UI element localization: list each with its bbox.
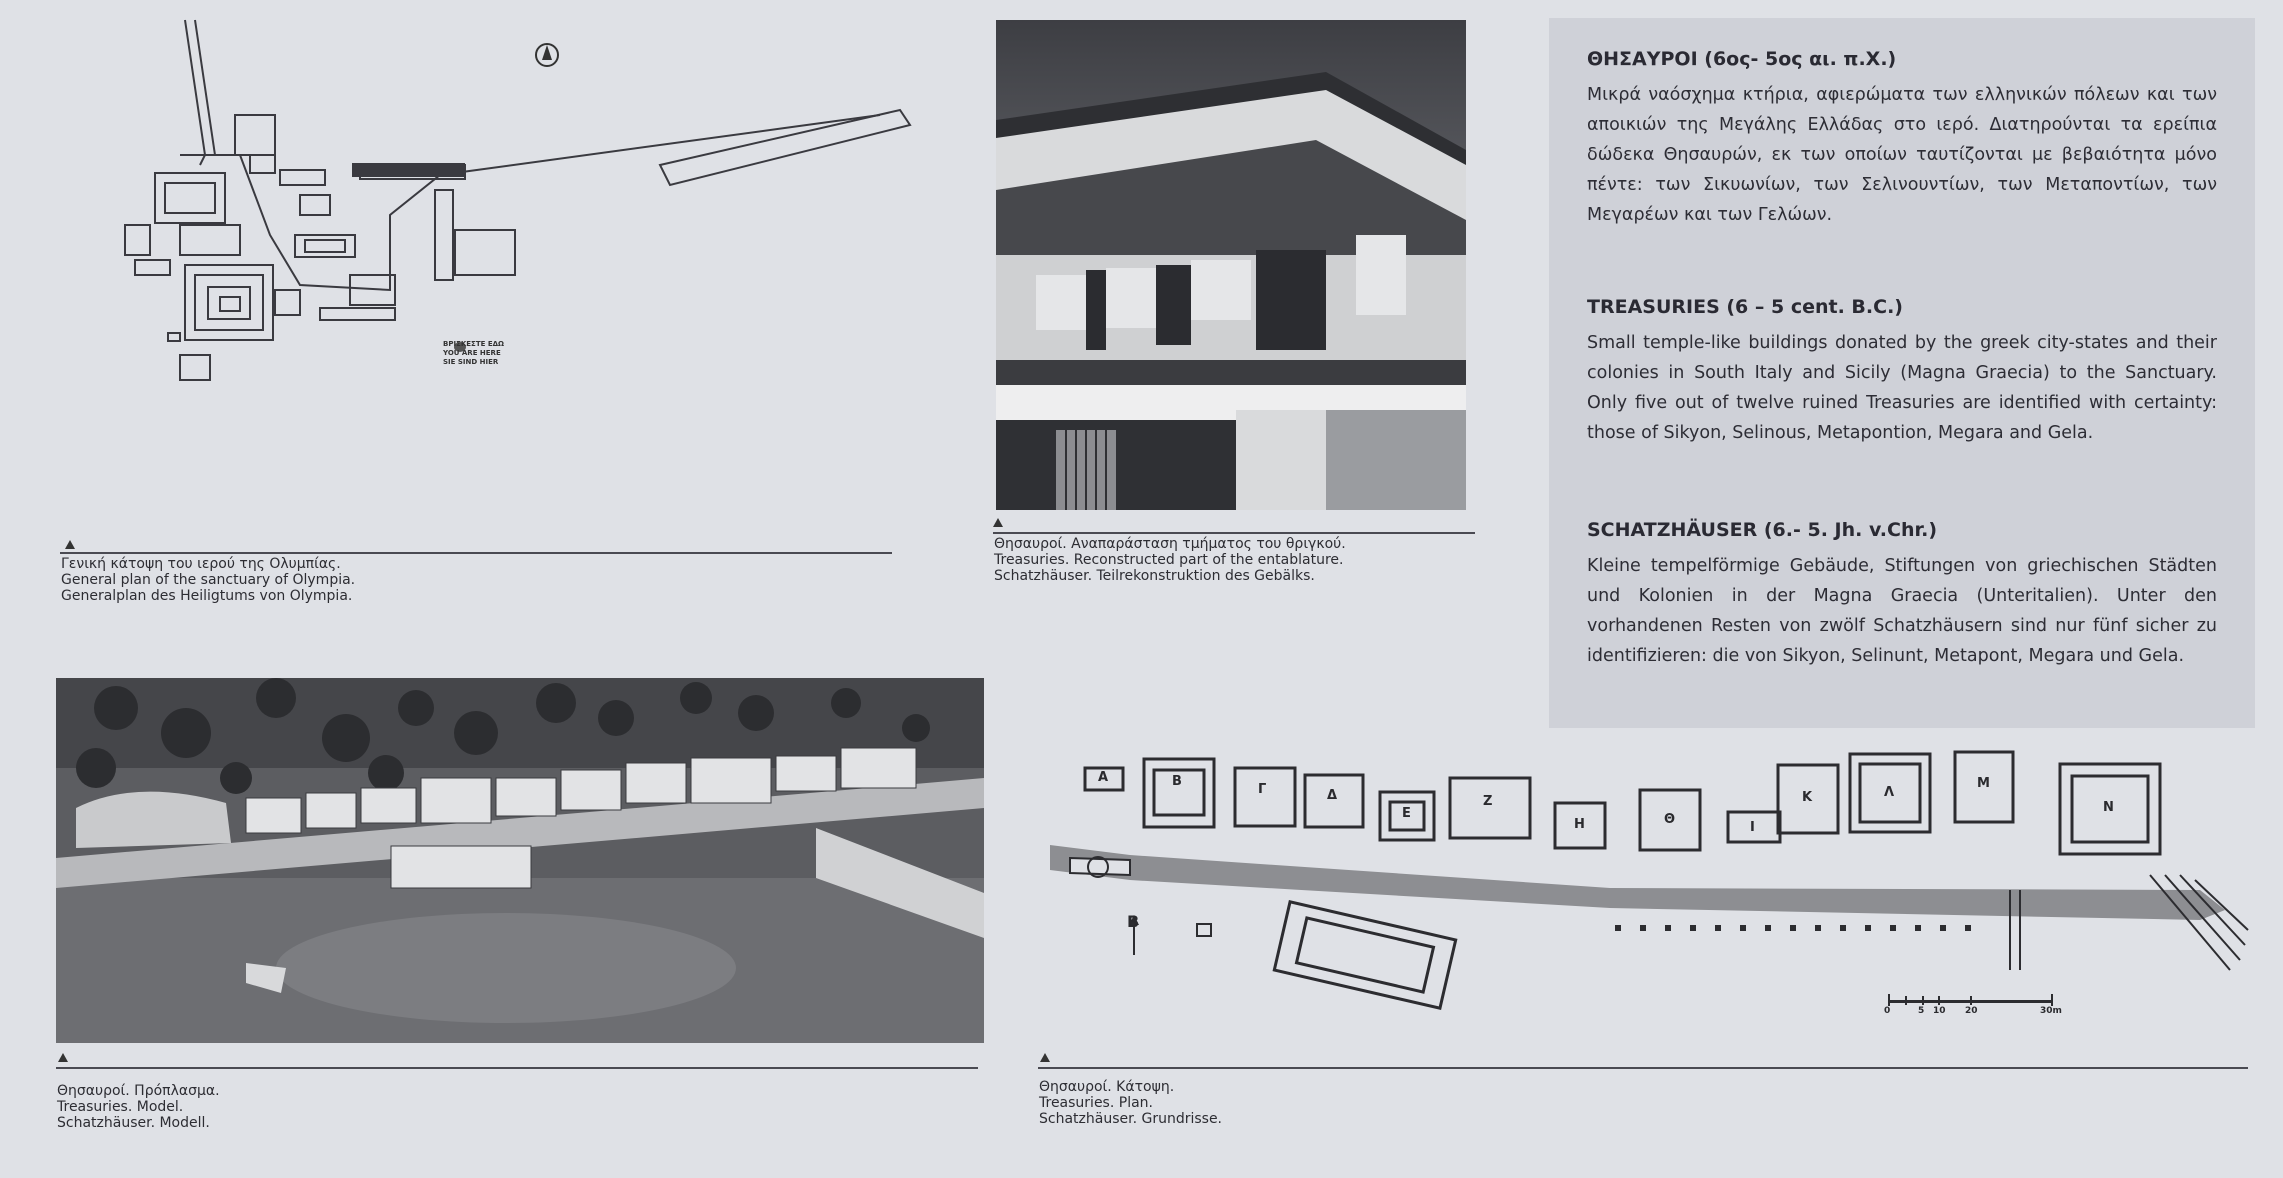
floor-plan-drawing xyxy=(1050,740,2250,1040)
floorplan-caption-rule xyxy=(1038,1067,2248,1069)
general-plan-drawing xyxy=(60,15,920,545)
treasuries-floor-plan xyxy=(1050,740,2250,1040)
greek-text: Μικρά ναόσχημα κτήρια, αφιερώματα των ελληνικών πόλεων και των αποικιών της Μεγάλης Ελλάδας στο ιερό. Διατηρούνται τα ερείπια δώδεκα Θησαυρών, εκ των οποίων ταυτίζονται με βεβαιότητα μόνο πέντε: των Σικυωνίων, των Σελινουντίων, των Μεταποντίων, των Μεγαρέων και των Γελώων. xyxy=(1587,85,2217,225)
plan-caption-rule xyxy=(60,552,892,554)
scale-label-5: 5 xyxy=(1918,1006,1925,1016)
treasury-letter-l: Λ xyxy=(1884,785,1895,800)
plan-caption: Γενική κάτοψη του ιερού της Ολυμπίας. General plan of the sanctuary of Olympia. Generalplan des Heiligtums von Olympia. xyxy=(61,556,356,604)
treasuries-model-photo xyxy=(56,678,984,1043)
model-caption-rule xyxy=(56,1067,978,1069)
greek-heading: ΘΗΣΑΥΡΟΙ (6ος- 5ος αι. π.Χ.) xyxy=(1587,48,1897,70)
entablature-drawing xyxy=(996,20,1466,510)
treasury-letter-k: Κ xyxy=(1802,790,1813,805)
entablature-marker-triangle xyxy=(993,518,1003,527)
floorplan-marker-triangle xyxy=(1040,1053,1050,1062)
scale-label-30m: 30m xyxy=(2040,1006,2062,1016)
treasury-letter-i: Ι xyxy=(1750,820,1755,835)
treasury-letter-a: Α xyxy=(1098,770,1109,785)
treasury-letter-g: Γ xyxy=(1258,782,1267,797)
german-text: Kleine tempelförmige Gebäude, Stiftungen von griechischen Städten und Kolonien in der Magna Graecia (Unteritalien). Unter den vorhandenen Resten von zwölf Schatzhäusern sind nur fünf sicher zu identifizieren: die von Sikyon, Selinunt, Metapont, Megara und Gela. xyxy=(1587,556,2217,666)
model-marker-triangle xyxy=(58,1053,68,1062)
treasury-letter-m: Μ xyxy=(1977,776,1990,791)
model-caption: Θησαυροί. Πρόπλασμα. Treasuries. Model. Schatzhäuser. Modell. xyxy=(57,1083,220,1131)
model-drawing xyxy=(56,678,984,1043)
treasury-letter-n: Ν xyxy=(2103,800,2114,815)
floorplan-caption: Θησαυροί. Κάτοψη. Treasuries. Plan. Schatzhäuser. Grundrisse. xyxy=(1039,1079,1223,1127)
general-plan-figure xyxy=(60,15,920,545)
scale-label-10: 10 xyxy=(1933,1006,1946,1016)
entablature-photo xyxy=(996,20,1466,510)
treasury-letter-b: Β xyxy=(1172,774,1182,789)
north-label: B xyxy=(1127,912,1140,931)
scale-label-20: 20 xyxy=(1965,1006,1978,1016)
english-text: Small temple-like buildings donated by the greek city-states and their colonies in South Italy and Sicily (Magna Graecia) to the Sanctuary. Only five out of twelve ruined Treasuries are identified with certainty: those of Sikyon, Selinous, Metapontion, Megara and Gela. xyxy=(1587,333,2217,443)
treasury-letter-e: Ε xyxy=(1402,806,1411,821)
plan-marker-triangle xyxy=(65,540,75,549)
treasury-letter-z: Ζ xyxy=(1483,794,1493,809)
entablature-caption: Θησαυροί. Αναπαράσταση τμήματος του θριγκού. Treasuries. Reconstructed part of the entablature. Schatzhäuser. Teilrekonstruktion des Gebälks. xyxy=(994,536,1346,584)
english-heading: TREASURIES (6 – 5 cent. B.C.) xyxy=(1587,296,1903,318)
treasury-letter-th: Θ xyxy=(1664,812,1676,827)
treasury-letter-h: Η xyxy=(1574,817,1585,832)
entablature-caption-rule xyxy=(993,532,1475,534)
german-heading: SCHATZHÄUSER (6.- 5. Jh. v.Chr.) xyxy=(1587,519,1938,541)
treasury-letter-d: Δ xyxy=(1327,788,1338,803)
you-are-here-label: ΒΡΙΣΚΕΣΤΕ ΕΔΩ YOU ARE HERE SIE SIND HIER xyxy=(443,340,504,366)
scale-label-0: 0 xyxy=(1884,1006,1891,1016)
